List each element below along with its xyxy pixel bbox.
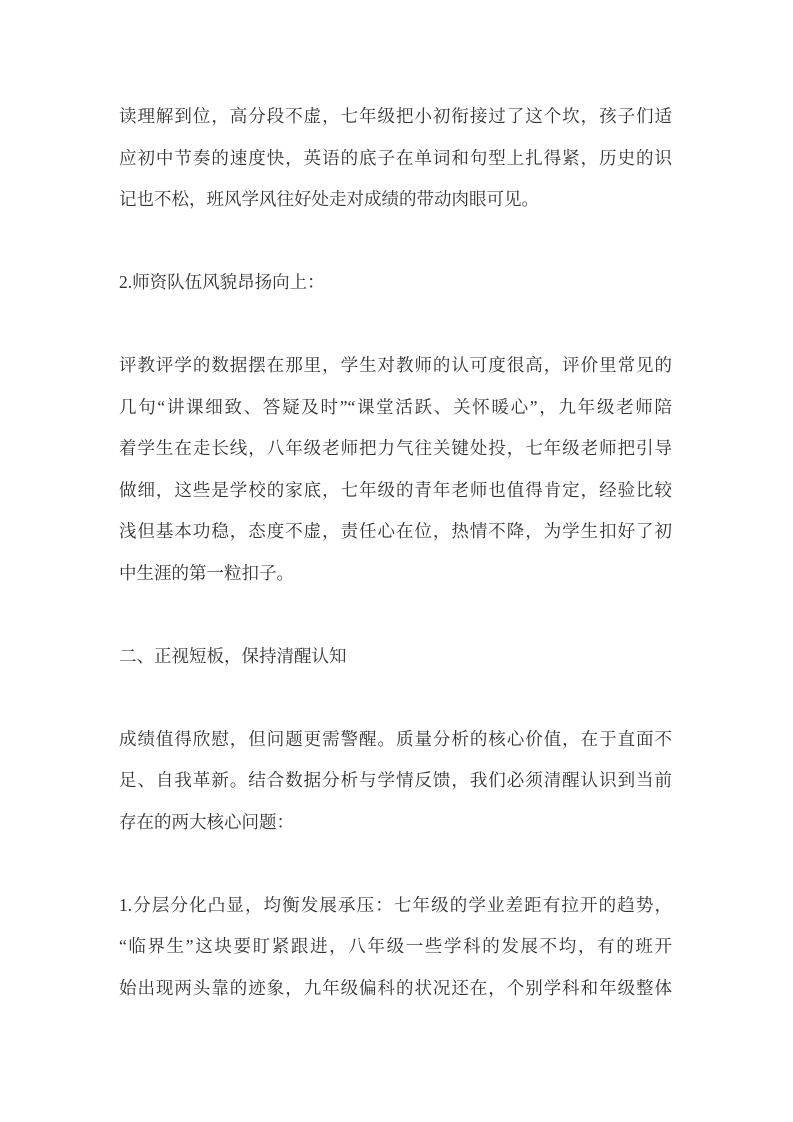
paragraph-reading-results: [119, 96, 672, 221]
text-line: 足、自我革新。结合数据分析与学情反馈，我们必须清醒认识到当前: [119, 770, 672, 790]
text-line: “临界生”这块要盯紧跟进，八年级一些学科的发展不均，有的班开: [119, 936, 672, 956]
text-line: 做细，这些是学校的家底，七年级的青年老师也值得肯定，经验比较: [119, 479, 672, 500]
text-line: 读理解到位，高分段不虚，七年级把小初衔接过了这个坎，孩子们适: [119, 106, 672, 126]
text-line: 浅但基本功稳，态度不虚，责任心在位，热情不降，为学生扣好了初: [119, 521, 672, 541]
paragraph-quality-analysis: [119, 719, 672, 844]
text-line: 记也不松，班风学风往好处走对成绩的带动肉眼可见。: [119, 189, 539, 209]
text-line: 存在的两大核心问题：: [119, 811, 294, 832]
paragraph-problem-one: [119, 885, 672, 1010]
heading-teachers: [119, 262, 672, 304]
text-line: 始出现两头靠的迹象，九年级偏科的状况还在，个别学科和年级整体: [119, 977, 672, 998]
text-line: 着学生在走长线，八年级老师把力气往关键处投，七年级老师把引导: [119, 438, 672, 458]
text-line: 1.分层分化凸显，均衡发展承压：七年级的学业差距有拉开的趋势，: [119, 894, 672, 915]
heading-section-two: [119, 636, 672, 678]
text-line: 二、正视短板，保持清醒认知: [119, 645, 347, 666]
text-line: 成绩值得欣慰，但问题更需警醒。质量分析的核心价值，在于直面不: [119, 728, 672, 749]
paragraph-teacher-evaluation: [119, 345, 672, 594]
document-content: [119, 96, 672, 1009]
text-line: 几句“讲课细致、答疑及时”“课堂活跃、关怀暖心”，九年级老师陪: [119, 396, 672, 417]
text-line: 中生涯的第一粒扣子。: [119, 562, 294, 583]
text-line: 评教评学的数据摆在那里，学生对教师的认可度很高，评价里常见的: [119, 355, 672, 375]
text-line: 2.师资队伍风貌昂扬向上：: [119, 272, 325, 292]
text-line: 应初中节奏的速度快，英语的底子在单词和句型上扎得紧，历史的识: [119, 147, 672, 168]
